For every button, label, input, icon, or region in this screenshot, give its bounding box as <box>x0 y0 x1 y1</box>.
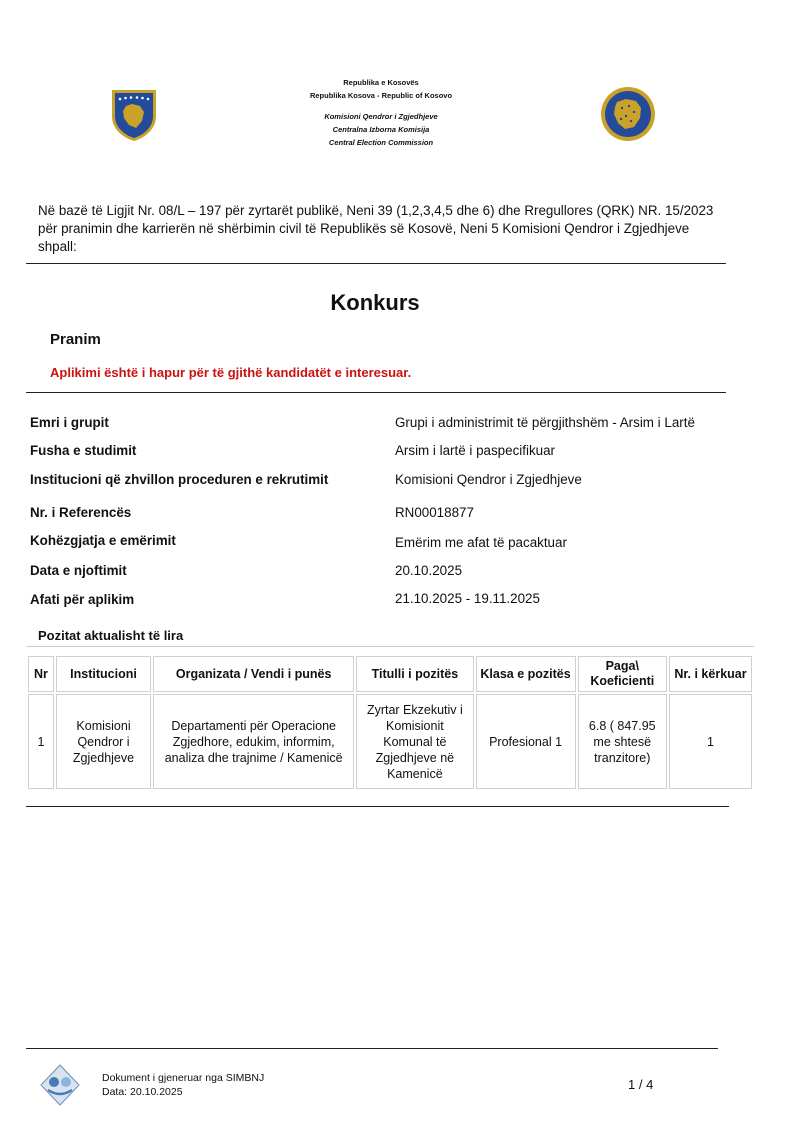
column-header-position-title: Titulli i pozitës <box>356 656 473 692</box>
positions-table <box>26 654 754 791</box>
divider <box>26 806 729 807</box>
header-line-1: Republika e Kosovës <box>343 78 419 87</box>
divider <box>26 392 726 393</box>
info-label-group: Emri i grupit <box>30 415 109 430</box>
info-label-duration: Kohëzgjatja e emërimit <box>30 533 176 548</box>
footer-generated: Dokument i gjeneruar nga SIMBNJ <box>102 1072 265 1084</box>
cell-organization: Departamenti për Operacione Zgjedhore, edukim, informim, analiza dhe trajnime / Kamenicë <box>153 694 354 789</box>
column-header-position-class: Klasa e pozitës <box>476 656 576 692</box>
column-header-salary: Paga\ Koeficienti <box>578 656 667 692</box>
info-value-duration: Emërim me afat të pacaktuar <box>395 535 567 550</box>
cec-seal-icon <box>600 86 656 142</box>
page-number: 1 / 4 <box>628 1077 654 1092</box>
simbnj-logo-icon <box>40 1064 80 1106</box>
footer-divider <box>26 1048 718 1049</box>
divider <box>26 263 726 264</box>
cell-position-class: Profesional 1 <box>476 694 576 789</box>
header-line-3: Komisioni Qendror i Zgjedhjeve <box>324 112 438 121</box>
cell-required: 1 <box>669 694 752 789</box>
page-subtitle: Pranim <box>50 331 101 348</box>
info-value-notice-date: 20.10.2025 <box>395 563 463 578</box>
header-line-5: Central Election Commission <box>328 138 434 147</box>
table-header-row <box>28 656 752 692</box>
info-value-institution: Komisioni Qendror i Zgjedhjeve <box>395 472 582 487</box>
footer-date: Data: 20.10.2025 <box>102 1086 183 1098</box>
info-label-notice-date: Data e njoftimit <box>30 563 127 578</box>
cell-nr: 1 <box>28 694 54 789</box>
info-value-reference: RN00018877 <box>395 505 474 520</box>
info-label-deadline: Afati për aplikim <box>30 592 135 607</box>
info-label-field: Fusha e studimit <box>30 443 137 458</box>
positions-title: Pozitat aktualisht të lira <box>38 628 184 643</box>
column-header-institution: Institucioni <box>56 656 151 692</box>
info-label-institution: Institucioni që zhvillon proceduren e rekrutimit <box>30 472 329 487</box>
cell-institution: Komisioni Qendror i Zgjedhjeve <box>56 694 151 789</box>
table-row <box>28 694 752 789</box>
info-value-deadline: 21.10.2025 - 19.11.2025 <box>395 591 540 606</box>
info-value-field: Arsim i lartë i paspecifikuar <box>395 443 555 458</box>
header-line-2: Republika Kosova - Republic of Kosovo <box>309 91 453 100</box>
column-header-organization: Organizata / Vendi i punës <box>153 656 354 692</box>
info-label-reference: Nr. i Referencës <box>30 505 132 520</box>
application-notice: Aplikimi është i hapur për të gjithë kandidatët e interesuar. <box>50 365 412 380</box>
cell-position-title: Zyrtar Ekzekutiv i Komisionit Komunal të Zgjedhjeve në Kamenicë <box>356 694 473 789</box>
cell-salary: 6.8 ( 847.95 me shtesë tranzitore) <box>578 694 667 789</box>
header-text-block <box>250 76 512 149</box>
page-title: Konkurs <box>330 290 420 315</box>
footer-text <box>102 1071 264 1099</box>
kosovo-coat-of-arms-icon <box>110 88 158 142</box>
header-line-4: Centralna Izborna Komisija <box>332 125 430 134</box>
intro-paragraph: Në bazë të Ligjit Nr. 08/L – 197 për zyrtarët publikë, Neni 39 (1,2,3,4,5 dhe 6) dhe Rregullores (QRK) NR. 15/2023 për pranimin dhe karrierën në shërbimin civil të Republikës së Kosovë, Neni 5 Komisioni Qendror i Zgjedhjeve shpall: <box>38 203 714 254</box>
column-header-nr: Nr <box>28 656 54 692</box>
divider <box>26 646 754 647</box>
column-header-required: Nr. i kërkuar <box>669 656 752 692</box>
info-value-group: Grupi i administrimit të përgjithshëm - Arsim i Lartë <box>395 415 695 430</box>
